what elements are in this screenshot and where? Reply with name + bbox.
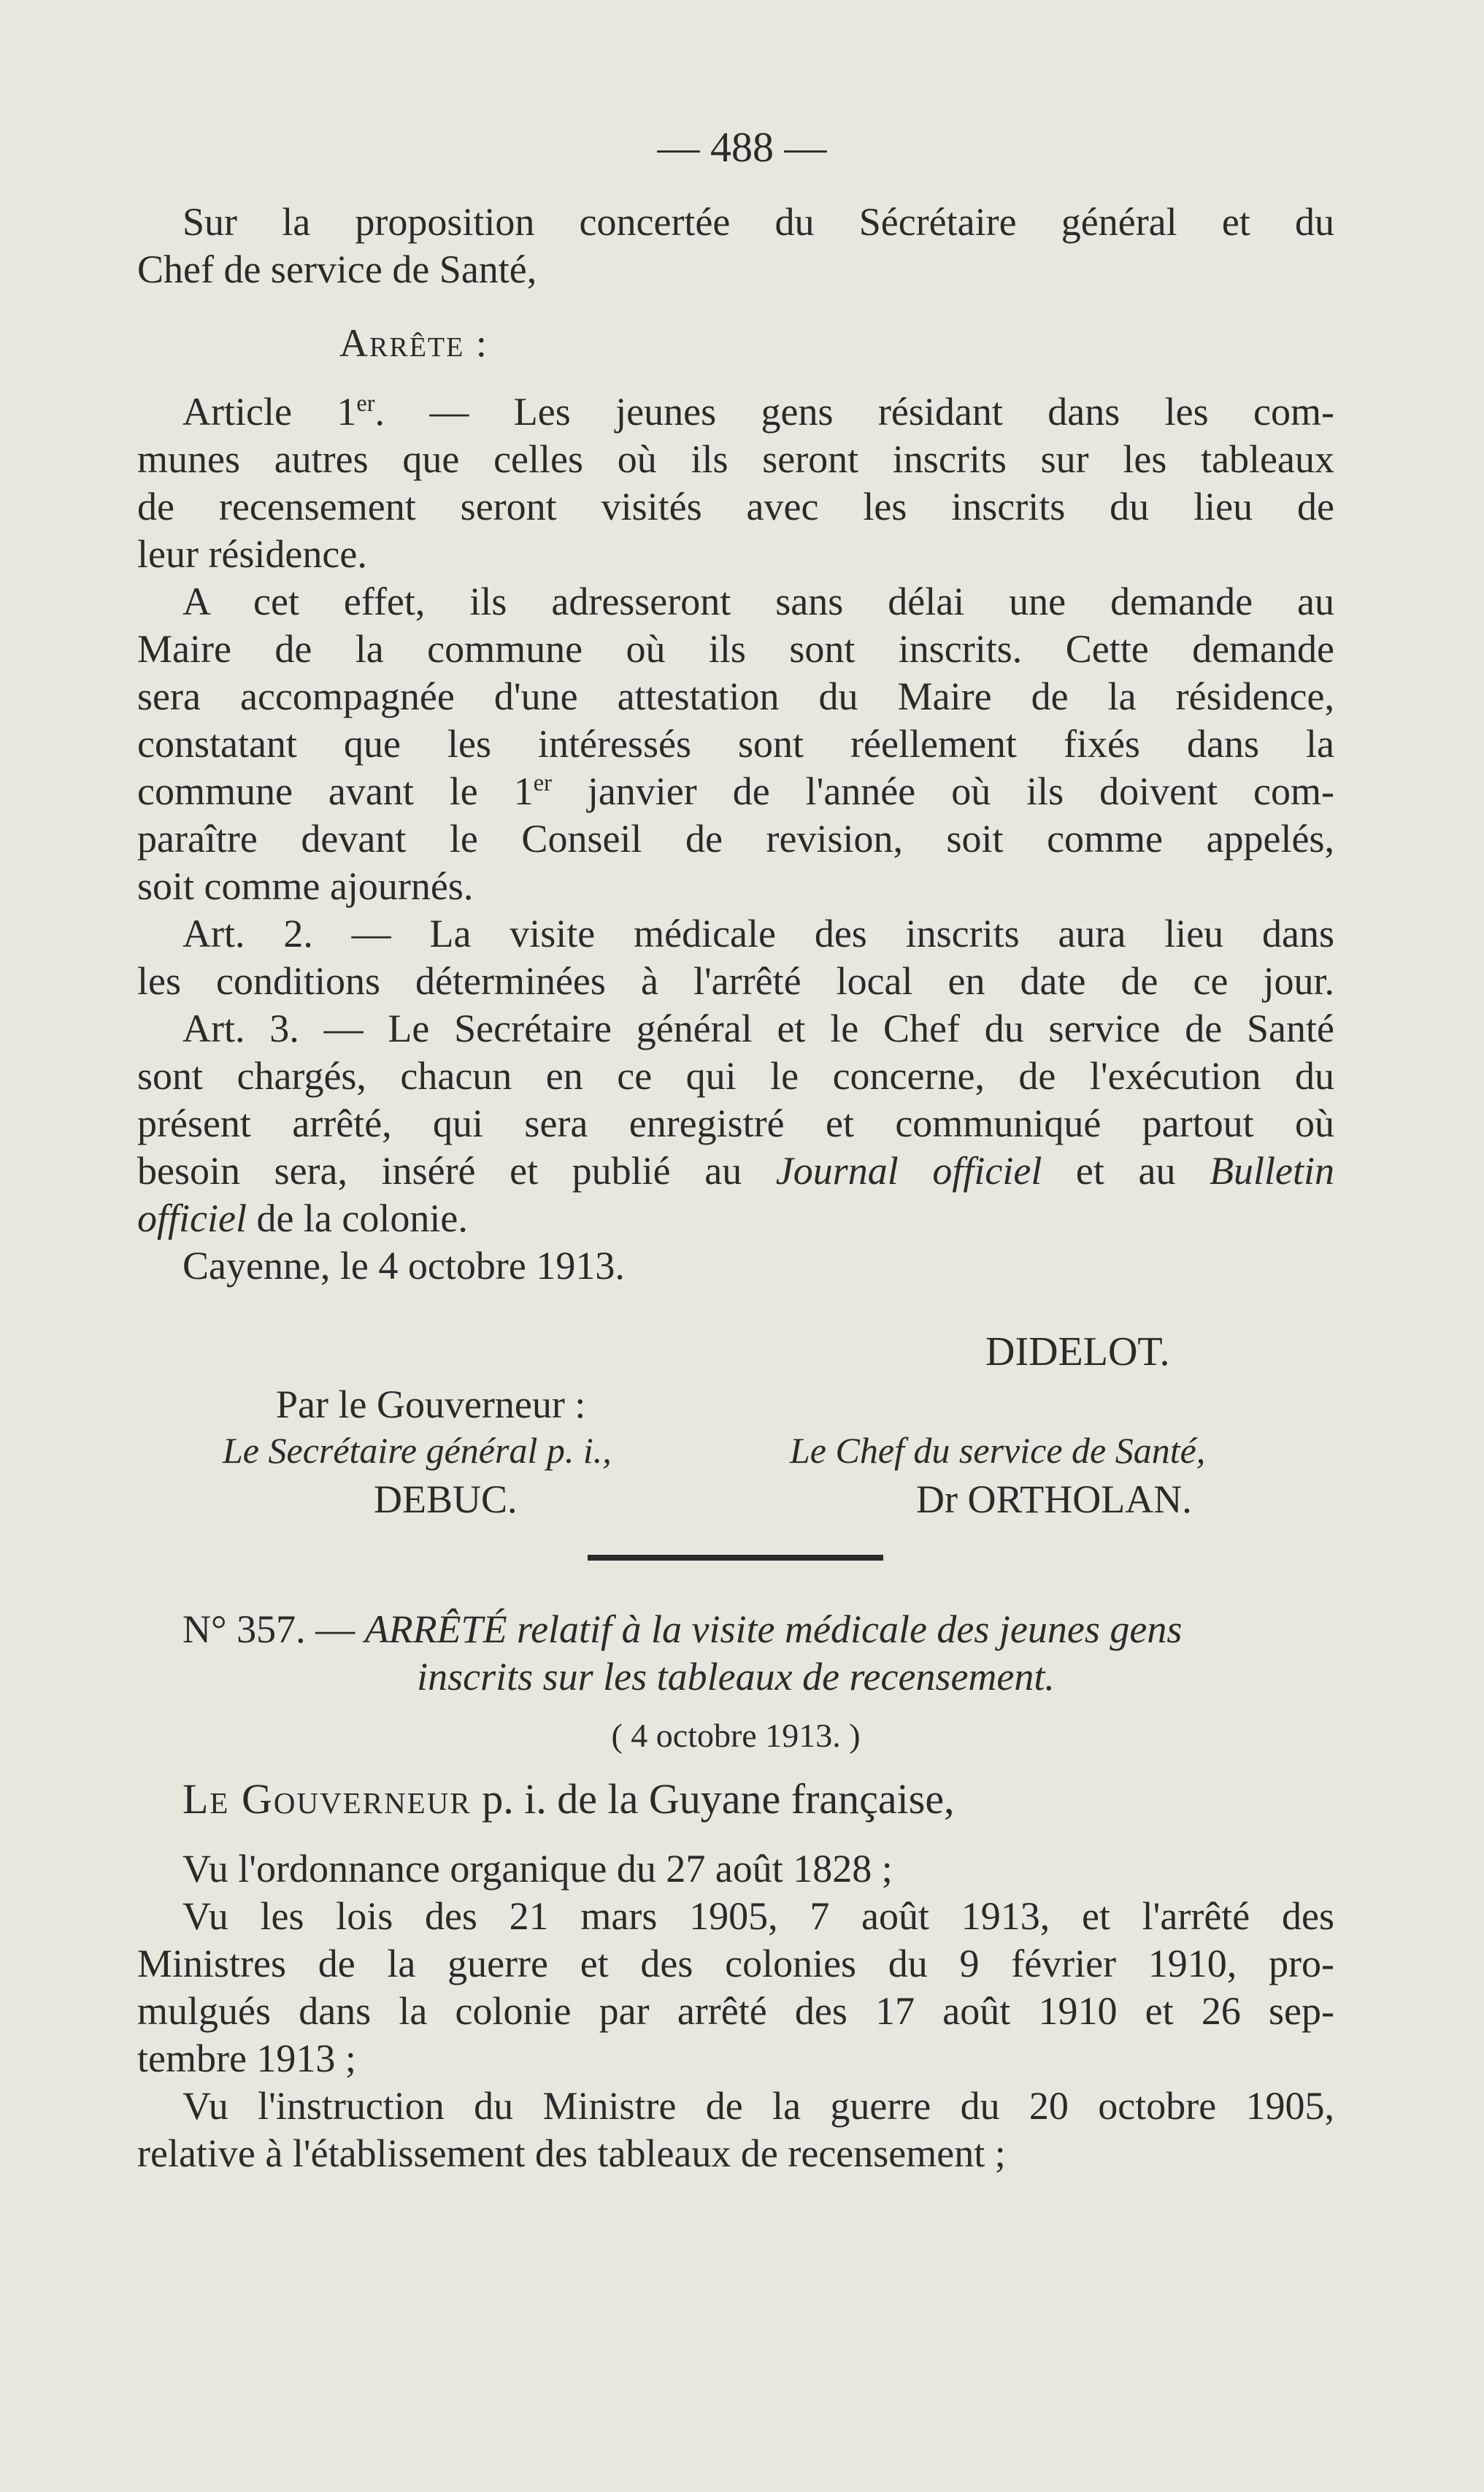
text-line: relative à l'établissement des tableaux de recensement ; — [137, 2131, 1006, 2175]
article-2 — [137, 910, 1334, 1005]
text-line: Article 1er. — Les jeunes gens résidant dans les com- — [182, 390, 1334, 434]
text-line: inscrits sur les tableaux de recensement. — [417, 1655, 1055, 1699]
text-line: besoin sera, inséré et publié au Journal officiel et au Bulletin — [137, 1149, 1334, 1193]
secretaire-name: DEBUC. — [374, 1477, 518, 1521]
section-divider — [588, 1555, 883, 1561]
text-line: sera accompagnée d'une attestation du Maire de la résidence, — [137, 674, 1334, 718]
text-line: Maire de la commune où ils sont inscrits. Cette demande — [137, 627, 1334, 671]
intro-paragraph — [137, 199, 1334, 293]
text-line: paraître devant le Conseil de revision, soit comme appelés, — [137, 817, 1334, 861]
text-line: tembre 1913 ; — [137, 2037, 356, 2080]
text-line: Vu les lois des 21 mars 1905, 7 août 1913, et l'arrêté des — [182, 1894, 1334, 1938]
chef-title: Le Chef du service de Santé, — [790, 1430, 1206, 1471]
secretaire-title: Le Secrétaire général p. i., — [223, 1430, 612, 1471]
text-line: A cet effet, ils adresseront sans délai une demande au — [182, 580, 1334, 623]
article-1 — [137, 388, 1334, 578]
article-1-paragraph-2 — [137, 578, 1334, 910]
text-line: munes autres que celles où ils seront inscrits sur les tableaux — [137, 437, 1334, 481]
text-line: constatant que les intéressés sont réellement fixés dans la — [137, 722, 1334, 766]
arrete-357-title — [137, 1606, 1334, 1701]
text-line: N° 357. — ARRÊTÉ relatif à la visite médicale des jeunes gens — [182, 1607, 1183, 1651]
vu-instruction — [137, 2083, 1334, 2177]
par-le-gouverneur: Par le Gouverneur : — [276, 1382, 586, 1426]
text-line: Sur la proposition concertée du Sécrétaire général et du — [182, 200, 1334, 244]
text-line: présent arrêté, qui sera enregistré et communiqué partout où — [137, 1101, 1334, 1145]
text-line: sont chargés, chacun en ce qui le concerne, de l'exécution du — [137, 1054, 1334, 1098]
date-place: Cayenne, le 4 octobre 1913. — [182, 1244, 625, 1288]
article-3 — [137, 1005, 1334, 1242]
text-line: Art. 2. — La visite médicale des inscrits aura lieu dans — [182, 912, 1334, 955]
chef-name: Dr ORTHOLAN. — [916, 1477, 1192, 1521]
text-line: Ministres de la guerre et des colonies du 9 février 1910, pro- — [137, 1942, 1334, 1985]
le-gouverneur-line: Le Gouverneur p. i. de la Guyane française, — [182, 1775, 955, 1823]
text-line: mulgués dans la colonie par arrêté des 17 août 1910 et 26 sep- — [137, 1989, 1334, 2033]
text-line: leur résidence. — [137, 532, 367, 576]
text-line: Vu l'instruction du Ministre de la guerre du 20 octobre 1905, — [182, 2084, 1334, 2128]
arrete-357-date: ( 4 octobre 1913. ) — [611, 1717, 861, 1754]
text-line: soit comme ajournés. — [137, 864, 474, 908]
text-line: Chef de service de Santé, — [137, 247, 537, 291]
text-line: les conditions déterminées à l'arrêté local en date de ce jour. — [137, 959, 1334, 1003]
vu-ordonnance: Vu l'ordonnance organique du 27 août 1828 ; — [182, 1847, 893, 1891]
text-line: commune avant le 1er janvier de l'année où ils doivent com- — [137, 769, 1334, 813]
text-line: Art. 3. — Le Secrétaire général et le Chef du service de Santé — [182, 1007, 1334, 1050]
page-number: — 488 — — [657, 123, 827, 171]
text-line: de recensement seront visités avec les inscrits du lieu de — [137, 485, 1334, 528]
arrete-heading: Arrête : — [339, 321, 488, 365]
vu-lois — [137, 1893, 1334, 2083]
governor-signature: DIDELOT. — [985, 1329, 1170, 1374]
text-line: officiel de la colonie. — [137, 1196, 468, 1240]
